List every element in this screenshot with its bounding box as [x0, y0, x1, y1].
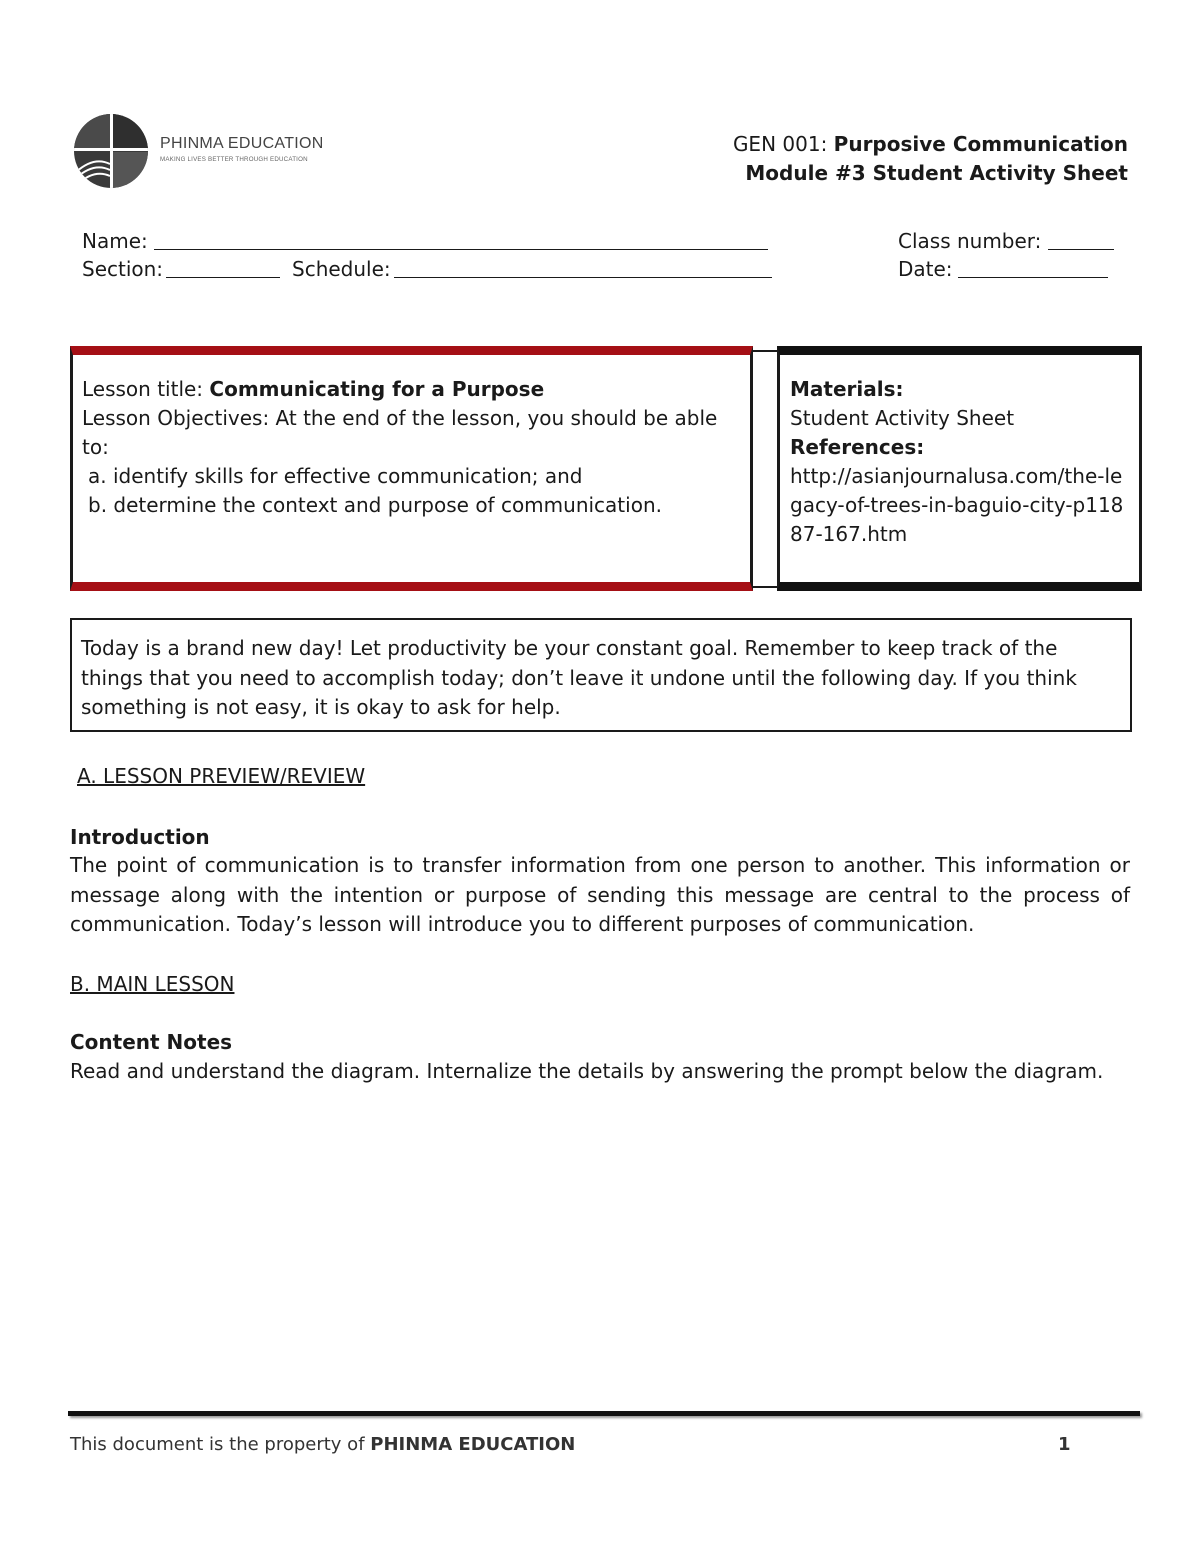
section-field[interactable]	[166, 257, 280, 278]
materials-label: Materials:	[790, 377, 904, 401]
reference-line: 87-167.htm	[790, 522, 908, 546]
content-notes-text: Read and understand the diagram. Internalize the details by answering the prompt below the diagram.	[70, 1059, 1104, 1083]
class-number-field[interactable]	[1048, 229, 1114, 250]
lesson-title-label: Lesson title:	[82, 377, 204, 401]
lesson-info-box	[70, 346, 753, 591]
lesson-objectives-intro: Lesson Objectives: At the end of the lesson, you should be able to:	[82, 406, 718, 459]
course-line	[733, 130, 1128, 159]
lesson-title-line	[82, 375, 750, 404]
footer-property-owner: PHINMA EDUCATION	[370, 1434, 576, 1455]
schedule-label: Schedule:	[292, 257, 391, 281]
section-a-heading: A. LESSON PREVIEW/REVIEW	[77, 764, 366, 788]
connector-line	[753, 350, 778, 352]
course-code: GEN 001:	[732, 132, 828, 156]
name-label: Name:	[82, 229, 148, 253]
footer-divider	[68, 1411, 1140, 1416]
objective-a: a. identify skills for effective communication; and	[88, 464, 583, 488]
reference-link[interactable]	[790, 462, 1129, 549]
footer-property	[70, 1434, 575, 1455]
section-b-heading: B. MAIN LESSON	[70, 972, 235, 996]
date-field[interactable]	[958, 257, 1108, 278]
references-label: References:	[790, 435, 925, 459]
section-label: Section:	[82, 257, 164, 281]
motivation-box: Today is a brand new day! Let productivity be your constant goal. Remember to keep track of the things that you need to accomplish today; don’t leave it undone until the following day. If you think something is not easy, it is okay to ask for help.	[70, 618, 1132, 732]
date-label: Date:	[898, 257, 953, 281]
class-number-label: Class number:	[898, 229, 1042, 253]
lesson-title: Communicating for a Purpose	[209, 377, 545, 401]
document-header	[733, 130, 1128, 188]
footer-property-text: This document is the property of	[70, 1434, 365, 1455]
introduction-text: The point of communication is to transfer information from one person to another. This information or message along with the intention or purpose of sending this message are central to the process of communication. Today’s lesson will introduce you to different purposes of communication.	[70, 853, 1130, 936]
page-number: 1	[1058, 1434, 1071, 1455]
student-info-fields	[82, 227, 1122, 283]
connector-line	[753, 586, 778, 588]
schedule-field[interactable]	[394, 257, 772, 278]
phinma-logo	[74, 112, 334, 190]
logo-wordmark: PHINMA EDUCATION	[160, 135, 324, 152]
content-notes-heading: Content Notes	[70, 1030, 233, 1054]
materials-value: Student Activity Sheet	[790, 406, 1015, 430]
course-title: Purposive Communication	[833, 132, 1128, 156]
module-title: Module #3 Student Activity Sheet	[745, 161, 1128, 185]
objective-b: b. determine the context and purpose of communication.	[88, 493, 662, 517]
name-field[interactable]	[154, 229, 768, 250]
reference-line: gacy-of-trees-in-baguio-city-p118	[790, 493, 1124, 517]
introduction-heading: Introduction	[70, 825, 210, 849]
logo-tagline: MAKING LIVES BETTER THROUGH EDUCATION	[160, 156, 308, 163]
materials-box	[777, 346, 1142, 591]
reference-line: http://asianjournalusa.com/the-le	[790, 464, 1123, 488]
